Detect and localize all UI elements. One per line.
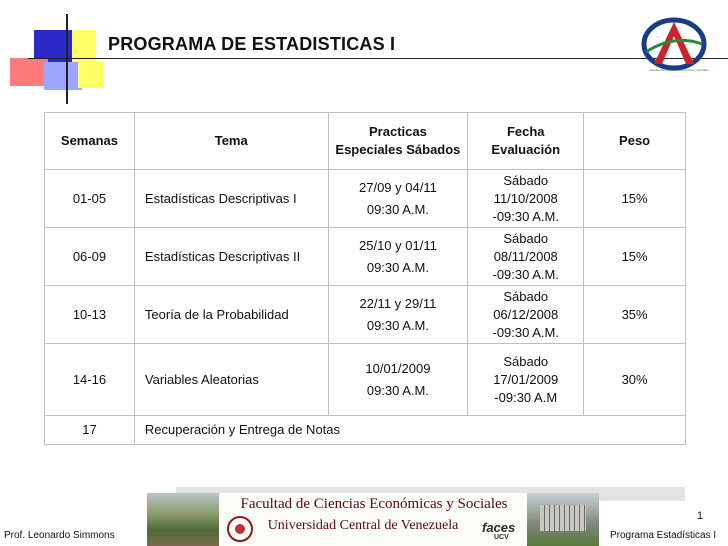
page-number: 1 xyxy=(697,510,704,522)
header-topic: Tema xyxy=(134,113,328,170)
cell-weight: 15% xyxy=(584,170,686,228)
cell-practice xyxy=(328,286,468,344)
campus-photo-image xyxy=(147,493,219,546)
page-title: PROGRAMA DE ESTADISTICAS I xyxy=(108,34,396,54)
eval-day: Sábado xyxy=(503,353,549,369)
eval-time: -09:30 A.M. xyxy=(492,324,559,340)
cell-topic: Estadísticas Descriptivas II xyxy=(134,228,328,286)
table-header-row xyxy=(45,113,686,170)
eval-time: -09:30 A.M. xyxy=(492,266,559,282)
cell-weeks: 14-16 xyxy=(45,344,135,416)
building-windows xyxy=(540,505,586,531)
practice-time: 09:30 A.M. xyxy=(366,382,429,398)
cell-weeks: 17 xyxy=(45,416,135,445)
footer-author: Prof. Leonardo Simmons xyxy=(4,530,115,541)
practice-dates: 25/10 y 01/11 xyxy=(359,237,437,253)
eval-date: 06/12/2008 xyxy=(493,306,559,322)
cell-practice xyxy=(328,228,468,286)
header-eval-line1: Fecha xyxy=(506,124,545,139)
eval-date: 17/01/2009 xyxy=(493,371,559,387)
schedule-table xyxy=(44,112,686,445)
cell-topic: Teoría de la Probabilidad xyxy=(134,286,328,344)
header-practice-line2: Especiales Sábados xyxy=(335,142,461,157)
header-practice-line1: Practicas xyxy=(369,124,427,139)
cell-weight: 35% xyxy=(584,286,686,344)
eval-day: Sábado xyxy=(503,230,549,246)
footer-course: Programa Estadísticas I xyxy=(610,530,717,541)
eval-day: Sábado xyxy=(503,288,549,304)
eval-date: 08/11/2008 xyxy=(493,248,558,264)
faces-logo: faces xyxy=(482,520,516,535)
practice-time: 09:30 A.M. xyxy=(366,201,429,217)
practice-time: 09:30 A.M. xyxy=(366,259,429,275)
eval-date: 11/10/2008 xyxy=(493,190,558,206)
cell-topic: Estadísticas Descriptivas I xyxy=(134,170,328,228)
cell-topic: Variables Aleatorias xyxy=(134,344,328,416)
university-seal-icon xyxy=(227,516,253,542)
eval-time: -09:30 A.M xyxy=(494,389,558,405)
header-weight: Peso xyxy=(584,113,686,170)
header-eval-line2: Evaluación xyxy=(491,142,561,157)
deco-square-lightblue xyxy=(44,62,82,90)
deco-square-yellow-2 xyxy=(78,62,104,88)
table-row xyxy=(45,286,686,344)
table-row xyxy=(45,344,686,416)
practice-dates: 27/09 y 04/11 xyxy=(359,179,437,195)
header-practice xyxy=(328,113,468,170)
faces-logo-sub: UCV xyxy=(494,534,509,541)
cell-eval xyxy=(468,170,584,228)
deco-line-vertical xyxy=(66,14,68,104)
banner-faculty-name: Facultad de Ciencias Económicas y Sociales xyxy=(240,496,508,512)
practice-dates: 22/11 y 29/11 xyxy=(359,295,437,311)
table-row xyxy=(45,416,686,445)
cell-weight: 30% xyxy=(584,344,686,416)
table-row xyxy=(45,170,686,228)
cell-practice xyxy=(328,344,468,416)
deco-square-red xyxy=(10,58,48,86)
cell-eval xyxy=(468,344,584,416)
cell-practice xyxy=(328,170,468,228)
eval-day: Sábado xyxy=(503,172,549,188)
cell-weeks: 01-05 xyxy=(45,170,135,228)
deco-line-horizontal xyxy=(28,58,728,59)
header-eval-date xyxy=(468,113,584,170)
header-weeks: Semanas xyxy=(45,113,135,170)
logo-caption: Facultad de Ciencias Económicas y Sociales xyxy=(649,68,709,72)
table-row xyxy=(45,228,686,286)
cell-weeks: 10-13 xyxy=(45,286,135,344)
cell-topic: Recuperación y Entrega de Notas xyxy=(134,416,685,445)
practice-dates: 10/01/2009 xyxy=(365,360,431,376)
cell-eval xyxy=(468,228,584,286)
cell-weeks: 06-09 xyxy=(45,228,135,286)
banner-university-name: Universidad Central de Venezuela xyxy=(267,518,459,533)
practice-time: 09:30 A.M. xyxy=(366,317,429,333)
eval-time: -09:30 A.M. xyxy=(492,208,559,224)
cell-eval xyxy=(468,286,584,344)
cell-weight: 15% xyxy=(584,228,686,286)
